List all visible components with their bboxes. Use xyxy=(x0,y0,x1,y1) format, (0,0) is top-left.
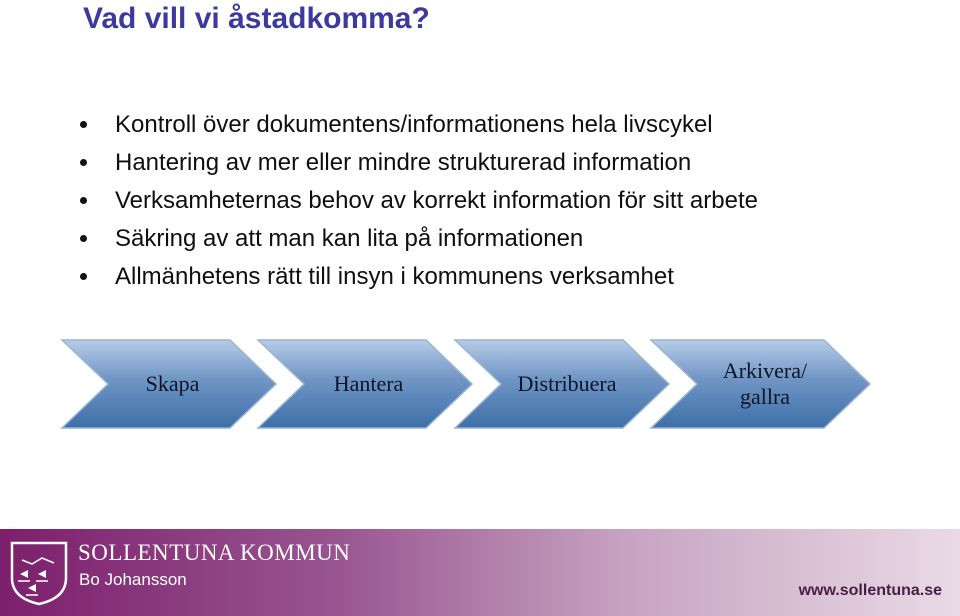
presenter-name: Bo Johansson xyxy=(79,570,187,589)
footer-banner xyxy=(0,529,960,616)
municipal-seal-icon xyxy=(8,540,70,606)
process-step-text: Hantera xyxy=(333,371,404,396)
bullet-text: Säkring av att man kan lita på informationen xyxy=(115,225,584,252)
website-url: www.sollentuna.se xyxy=(798,582,942,599)
process-step-text: Arkivera/ xyxy=(722,358,808,383)
process-step-label xyxy=(690,340,840,428)
process-step-text: Skapa xyxy=(145,371,200,396)
process-step-label xyxy=(493,340,641,428)
process-step-text: Distribuera xyxy=(517,371,617,396)
process-step-label xyxy=(100,340,245,428)
slide-title: Vad vill vi åstadkomma? xyxy=(83,2,430,35)
bullet-text: Allmänhetens rätt till insyn i kommunens verksamhet xyxy=(115,263,674,290)
process-step-text: gallra xyxy=(739,384,791,409)
bullet-text: Verksamheternas behov av korrekt information för sitt arbete xyxy=(115,187,758,214)
bullet-text: Kontroll över dokumentens/informationens hela livscykel xyxy=(115,111,713,138)
municipality-name: SOLLENTUNA KOMMUN xyxy=(78,540,351,565)
process-step-label xyxy=(296,340,441,428)
bullet-text: Hantering av mer eller mindre strukturerad information xyxy=(115,149,692,176)
